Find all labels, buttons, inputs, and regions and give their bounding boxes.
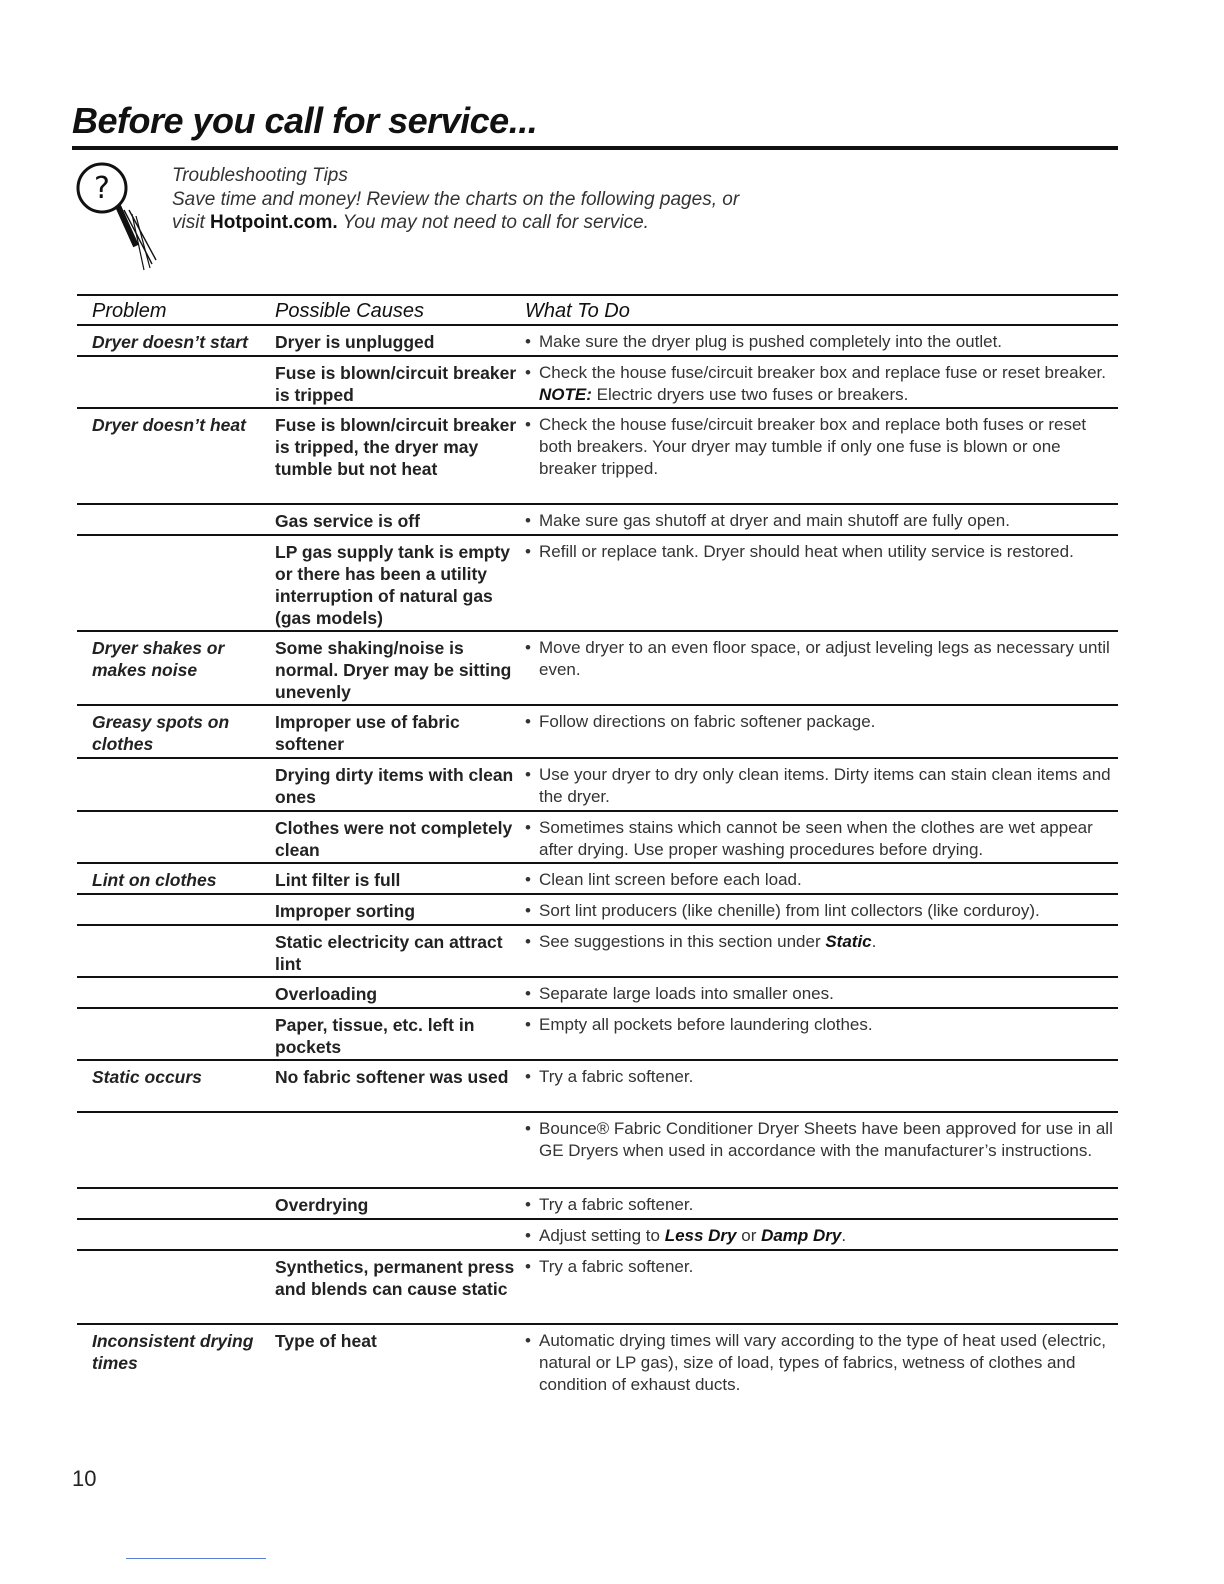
note-text: Electric dryers use two fuses or breakers. [591,385,909,404]
cause-cell: Fuse is blown/circuit breaker is tripped [275,363,517,405]
cause-cell: Overdrying [275,1195,369,1215]
todo-cell [525,983,1118,1005]
setting-damp-dry: Damp Dry [761,1226,842,1245]
todo-text: See suggestions in this section under [539,932,826,951]
todo-cell [525,414,1118,480]
question-magnifier-icon [74,160,166,272]
table-row [77,978,1118,1009]
problem-cell: Dryer shakes or makes noise [92,638,225,680]
cause-cell: Synthetics, permanent press and blends can cause static [275,1257,515,1299]
problem-cell: Dryer doesn’t heat [92,415,246,435]
problem-cell: Greasy spots on clothes [92,712,230,754]
todo-cell [525,1066,1118,1088]
todo-text: • Make sure gas shutoff at dryer and main shutoff are fully open. [525,510,1118,532]
cause-cell: Improper use of fabric softener [275,712,460,754]
todo-cell [525,331,1118,353]
todo-text: • Make sure the dryer plug is pushed completely into the outlet. [525,331,1118,353]
table-row [77,1113,1118,1189]
cause-cell: Overloading [275,984,378,1004]
cause-cell: Static electricity can attract lint [275,932,503,974]
table-row [77,759,1118,812]
cause-cell: Lint filter is full [275,870,401,890]
hotpoint-link[interactable]: Hotpoint.com. [210,212,338,233]
table-row [77,1325,1118,1405]
todo-text: • Automatic drying times will vary according to the type of heat used (electric, natural or LP gas), size of load, types of fabrics, wetness of clothes and condition of exhaust ducts. [525,1330,1118,1396]
todo-text: • Move dryer to an even floor space, or adjust leveling legs as necessary until even. [525,637,1118,681]
cause-cell: Type of heat [275,1331,377,1351]
table-row [77,536,1118,632]
todo-text: • Separate large loads into smaller ones. [525,983,1118,1005]
table-row [77,812,1118,864]
cause-cell: Drying dirty items with clean ones [275,765,514,807]
todo-text: • Empty all pockets before laundering clothes. [525,1014,1118,1036]
troubleshooting-tips [172,164,872,235]
table-row [77,505,1118,536]
troubleshooting-table [77,294,1118,1405]
tips-heading: Troubleshooting Tips [172,165,348,186]
problem-cell: Static occurs [92,1067,202,1087]
problem-cell: Dryer doesn’t start [92,332,248,352]
cause-cell: Improper sorting [275,901,416,921]
todo-text: • Refill or replace tank. Dryer should heat when utility service is restored. [525,541,1118,563]
todo-text: Adjust setting to [539,1226,665,1245]
table-row [77,357,1118,409]
todo-text: • Sometimes stains which cannot be seen when the clothes are wet appear after drying. Use proper washing procedures before drying. [525,817,1118,861]
table-row [77,1009,1118,1061]
bottom-link-underline [126,1558,266,1559]
todo-text: • Sort lint producers (like chenille) from lint collectors (like corduroy). [525,900,1118,922]
todo-text: • Try a fabric softener. [525,1256,1118,1278]
todo-end: . [841,1226,847,1245]
table-row [77,326,1118,357]
svg-text:?: ? [94,171,110,206]
header-problem: Problem [92,300,167,322]
table-row [77,1220,1118,1251]
setting-less-dry: Less Dry [664,1226,737,1245]
todo-text: • Use your dryer to dry only clean items. Dirty items can stain clean items and the dryer. [525,764,1118,808]
todo-cell [525,510,1118,532]
cause-cell: LP gas supply tank is empty or there has been a utility interruption of natural gas (gas models) [275,542,511,628]
cause-cell: Paper, tissue, etc. left in pockets [275,1015,475,1057]
cause-cell: Some shaking/noise is normal. Dryer may be sitting unevenly [275,638,512,702]
todo-cell [525,1225,1118,1247]
tips-suffix-text: You may not need to call for service. [337,212,649,233]
tips-line-1: Save time and money! Review the charts on the following pages, or [172,188,740,210]
cause-cell: Dryer is unplugged [275,332,435,352]
problem-cell: Inconsistent drying times [92,1331,254,1373]
cause-cell: Clothes were not completely clean [275,818,513,860]
todo-mid: or [736,1226,762,1245]
table-header [77,294,1118,326]
todo-cell [525,362,1118,406]
todo-cell [525,1014,1118,1036]
header-todo: What To Do [525,300,630,322]
page-title: Before you call for service... [72,100,538,141]
table-row [77,1189,1118,1220]
header-causes: Possible Causes [275,300,424,322]
todo-end: . [871,932,877,951]
todo-cell [525,764,1118,808]
table-row [77,1251,1118,1325]
cause-cell: Gas service is off [275,511,420,531]
page-number: 10 [72,1466,97,1491]
todo-text: • Try a fabric softener. [525,1194,1118,1216]
table-row [77,895,1118,926]
table-row [77,632,1118,706]
cause-cell: Fuse is blown/circuit breaker is tripped, the dryer may tumble but not heat [275,415,517,479]
problem-cell: Lint on clothes [92,870,217,890]
todo-cell [525,1118,1118,1162]
table-row [77,864,1118,895]
todo-text: • Check the house fuse/circuit breaker box and replace both fuses or reset both breakers. Your dryer may tumble if only one fuse is blown or one breaker tripped. [525,414,1118,480]
tips-line-2 [172,211,872,235]
title-divider [72,146,1118,150]
todo-cell [525,711,1118,733]
table-row [77,926,1118,978]
note-label: NOTE: [539,385,592,404]
todo-cell [525,1194,1118,1216]
todo-text: Check the house fuse/circuit breaker box and replace fuse or reset breaker. [539,363,1106,382]
todo-text: • Bounce® Fabric Conditioner Dryer Sheets have been approved for use in all GE Dryers when used in accordance with the manufacturer’s instructions. [525,1118,1118,1162]
todo-cell [525,817,1118,861]
todo-emphasis: Static [825,932,872,951]
table-row [77,1061,1118,1113]
tips-visit-text: visit [172,212,210,233]
todo-cell [525,869,1118,891]
todo-text: • Follow directions on fabric softener package. [525,711,1118,733]
todo-cell [525,541,1118,563]
todo-cell [525,1256,1118,1278]
cause-cell: No fabric softener was used [275,1067,509,1087]
todo-cell [525,1330,1118,1396]
todo-text: • Try a fabric softener. [525,1066,1118,1088]
todo-text: • Clean lint screen before each load. [525,869,1118,891]
table-row [77,706,1118,759]
todo-cell [525,900,1118,922]
table-row [77,409,1118,505]
todo-cell [525,637,1118,681]
todo-cell [525,931,1118,953]
